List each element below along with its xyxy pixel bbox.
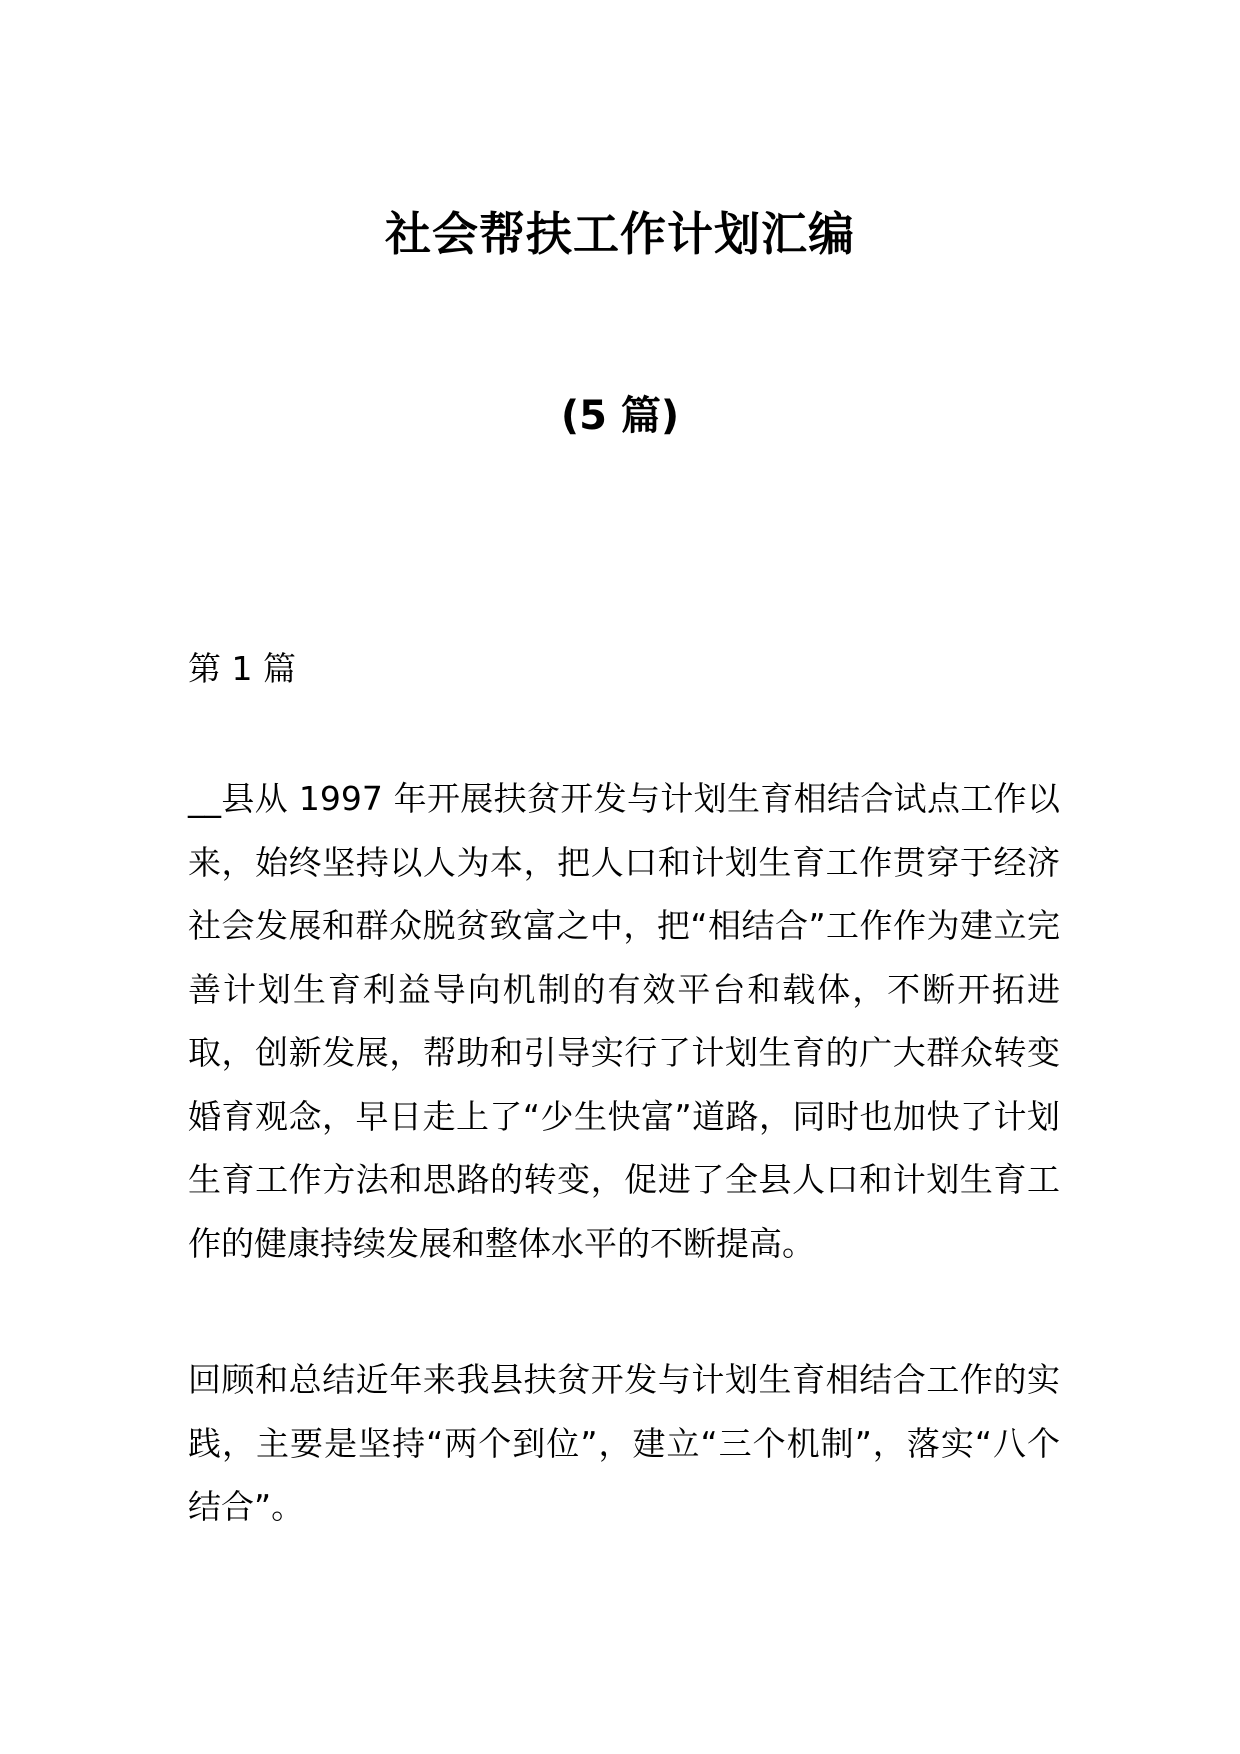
document-subtitle: (5 篇) (560, 393, 680, 439)
body-paragraph-2: 回顾和总结近年来我县扶贫开发与计划生育相结合工作的实践，主要是坚持“两个到位”，建立“三个机制”，落实“八个结合”。 (188, 1360, 1060, 1526)
section-heading: 第 1 篇 (188, 649, 296, 688)
body-paragraph-1: __县从 1997 年开展扶贫开发与计划生育相结合试点工作以来，始终坚持以人为本，把人口和计划生育工作贯穿于经济社会发展和群众脱贫致富之中，把“相结合”工作作为建立完善计划生育利益导向机制的有效平台和载体，不断开拓进取，创新发展，帮助和引导实行了计划生育的广大群众转变婚育观念，早日走上了“少生快富”道路，同时也加快了计划生育工作方法和思路的转变，促进了全县人口和计划生育工作的健康持续发展和整体水平的不断提高。 (188, 779, 1060, 1263)
document-title: 社会帮扶工作计划汇编 (385, 207, 855, 261)
